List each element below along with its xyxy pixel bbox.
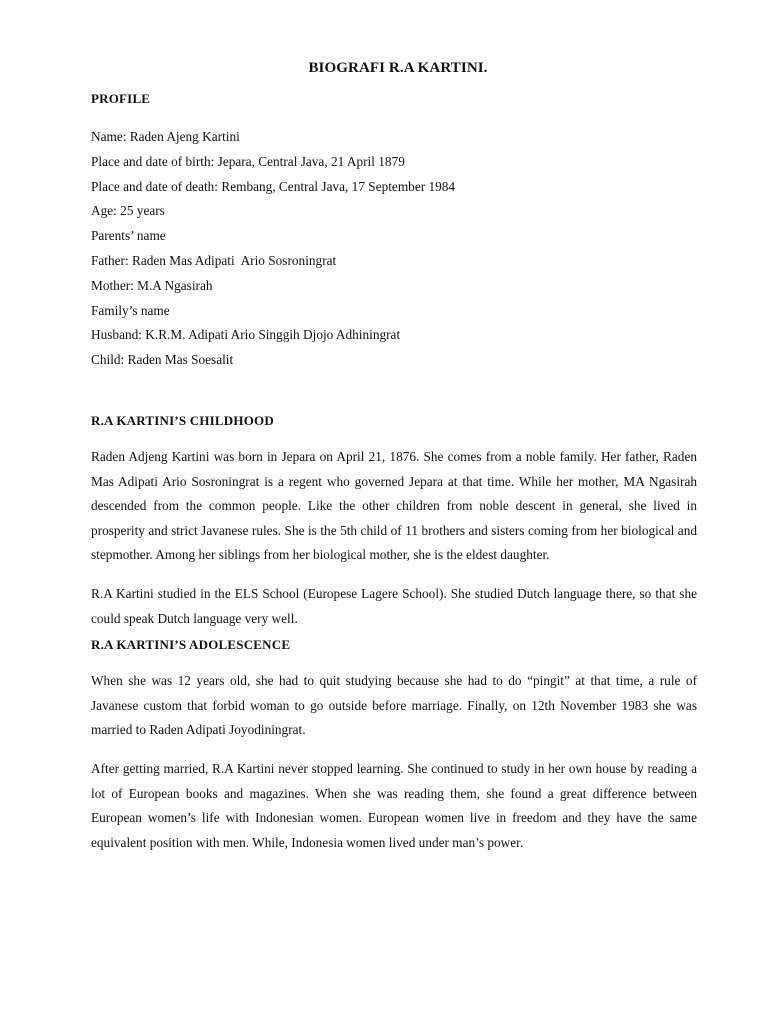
childhood-paragraph-2: R.A Kartini studied in the ELS School (Europese Lagere School). She studied Dutch language there, so that she could speak Dutch language very well.	[91, 585, 697, 626]
document-page	[91, 60, 697, 869]
profile-list	[91, 125, 697, 373]
profile-age: Age: 25 years	[91, 203, 165, 219]
adolescence-paragraph-1: When she was 12 years old, she had to quit studying because she had to do “pingit” at that time, a rule of Javanese custom that forbid woman to go outside before marriage. Finally, on 12th November 1983 she was married to Raden Adipati Joyodiningrat.	[91, 673, 697, 738]
childhood-paragraph-1: Raden Adjeng Kartini was born in Jepara on April 21, 1876. She comes from a noble family. Her father, Raden Mas Adipati Ario Sosroningrat is a regent who governed Jepara at that time. While her mother, MA Ngasirah descended from the common people. Like the other children from noble descent in general, she lived in prosperity and strict Javanese rules. She is the 5th child of 11 brothers and sisters coming from her biological and stepmother. Among her siblings from her biological mother, she is the eldest daughter.	[91, 448, 697, 563]
profile-death: Place and date of death: Rembang, Central Java, 17 September 1984	[91, 178, 456, 194]
profile-name: Name: Raden Ajeng Kartini	[91, 129, 240, 144]
profile-parents: Parents’ name	[91, 228, 166, 244]
document-title: BIOGRAFI R.A KARTINI.	[308, 60, 488, 76]
profile-father: Father: Raden Mas Adipati Ario Sosroningrat	[91, 252, 337, 268]
profile-child: Child: Raden Mas Soesalit	[91, 352, 234, 368]
childhood-heading: R.A KARTINI’S CHILDHOOD	[91, 412, 274, 428]
adolescence-paragraph-2: After getting married, R.A Kartini never stopped learning. She continued to study in her own house by reading a lot of European books and magazines. When she was reading them, she found a great difference between European women’s life with Indonesian women. European women live in freedom and they have the same equivalent position with men. While, Indonesia women lived under man’s power.	[91, 760, 697, 850]
adolescence-heading: R.A KARTINI’S ADOLESCENCE	[91, 637, 291, 653]
profile-heading: PROFILE	[91, 91, 151, 106]
profile-mother: Mother: M.A Ngasirah	[91, 277, 213, 293]
profile-birth: Place and date of birth: Jepara, Central Java, 21 April 1879	[91, 153, 405, 169]
profile-family: Family’s name	[91, 302, 170, 318]
profile-husband: Husband: K.R.M. Adipati Ario Singgih Djojo Adhiningrat	[91, 327, 401, 343]
